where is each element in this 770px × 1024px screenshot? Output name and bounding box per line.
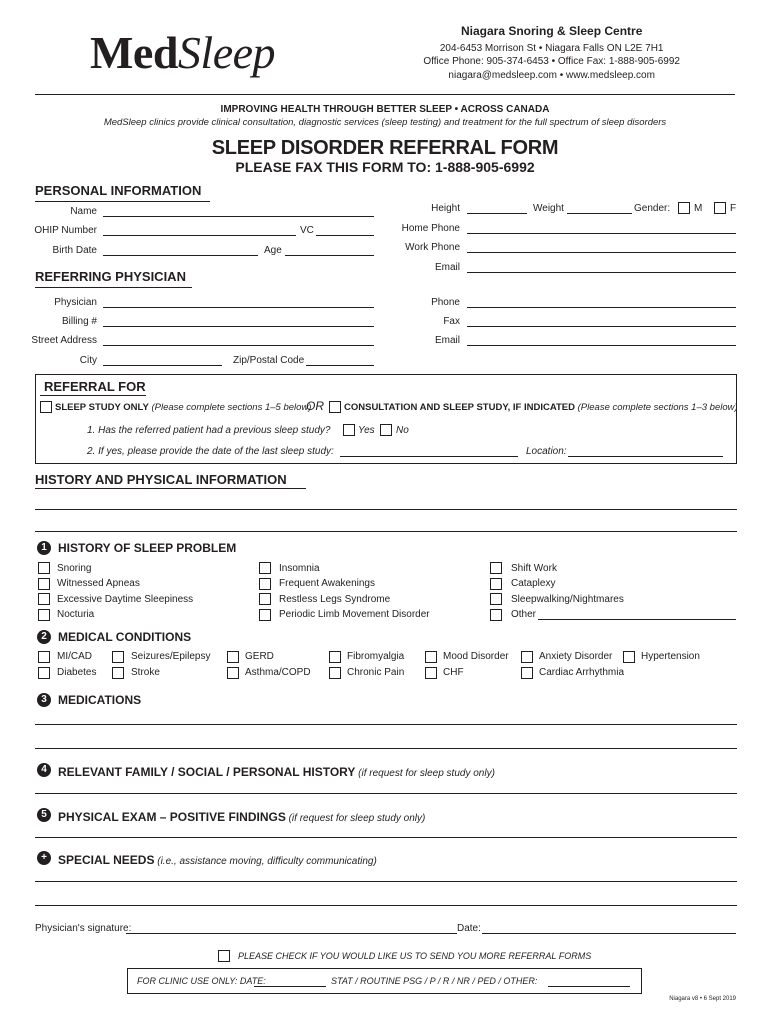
cardiac-arrhythmia-label: Cardiac Arrhythmia [539, 667, 625, 678]
other-label: Other [511, 609, 537, 620]
clinic-email-web: niagara@medsleep.com • www.medsleep.com [448, 69, 655, 81]
physician-fax-field[interactable] [467, 326, 736, 327]
more-forms-checkbox[interactable] [218, 950, 230, 962]
zip-label: Zip/Postal Code [233, 355, 305, 366]
last-study-date-field[interactable] [340, 456, 518, 457]
history-line-1[interactable] [35, 509, 737, 510]
signature-label: Physician's signature: [35, 923, 132, 934]
nocturia-label: Nocturia [57, 609, 95, 620]
sleep-study-only-label: SLEEP STUDY ONLY [55, 402, 149, 413]
sleep-problem-heading: HISTORY OF SLEEP PROBLEM [58, 541, 237, 555]
consultation-label: CONSULTATION AND SLEEP STUDY, IF INDICATED [344, 402, 575, 413]
signature-date-field[interactable] [482, 933, 736, 934]
fax-line: PLEASE FAX THIS FORM TO: 1-888-905-6992 [235, 159, 535, 175]
gender-m-label: M [694, 203, 703, 214]
witnessed-apneas-checkbox[interactable] [38, 578, 50, 590]
no-label: No [396, 425, 409, 436]
consultation-option [344, 402, 738, 413]
name-label: Name [70, 206, 97, 217]
medsleep-logo [90, 26, 275, 79]
mood-disorder-label: Mood Disorder [443, 651, 509, 662]
family-heading-row [58, 763, 495, 781]
witnessed-apneas-label: Witnessed Apneas [57, 578, 140, 589]
exam-heading-row [58, 808, 425, 826]
age-label: Age [264, 245, 282, 256]
snoring-label: Snoring [57, 563, 92, 574]
billing-field[interactable] [103, 326, 374, 327]
frequent-awakenings-checkbox[interactable] [259, 578, 271, 590]
shift-work-label: Shift Work [511, 563, 557, 574]
stroke-checkbox[interactable] [112, 667, 124, 679]
gender-f-checkbox[interactable] [714, 202, 726, 214]
special-line-1[interactable] [35, 881, 737, 882]
section-5-number: 5 [37, 808, 51, 822]
physician-phone-field[interactable] [467, 307, 736, 308]
personal-email-field[interactable] [467, 272, 736, 273]
consultation-note: (Please complete sections 1–3 below) [575, 402, 738, 413]
restless-legs-checkbox[interactable] [259, 593, 271, 605]
insomnia-checkbox[interactable] [259, 562, 271, 574]
other-checkbox[interactable] [490, 609, 502, 621]
periodic-limb-label: Periodic Limb Movement Disorder [279, 609, 430, 620]
seizures-label: Seizures/Epilepsy [131, 651, 211, 662]
special-heading-row [58, 851, 377, 869]
anxiety-disorder-label: Anxiety Disorder [539, 651, 613, 662]
shift-work-checkbox[interactable] [490, 562, 502, 574]
name-field[interactable] [103, 216, 374, 217]
exam-line[interactable] [35, 837, 737, 838]
home-phone-field[interactable] [467, 233, 736, 234]
logo-italic: Sleep [177, 27, 276, 78]
form-title: SLEEP DISORDER REFERRAL FORM [211, 137, 559, 159]
insomnia-label: Insomnia [279, 563, 320, 574]
physician-email-field[interactable] [467, 345, 736, 346]
exam-heading: PHYSICAL EXAM – POSITIVE FINDINGS [58, 810, 286, 824]
history-heading-underline [35, 488, 306, 489]
other-field[interactable] [538, 619, 736, 620]
clinic-phone-fax: Office Phone: 905-374-6453 • Office Fax: 1-888-905-6992 [423, 56, 680, 67]
snoring-checkbox[interactable] [38, 562, 50, 574]
ohip-label: OHIP Number [34, 225, 97, 236]
special-needs-icon: + [37, 851, 51, 865]
referral-heading: REFERRAL FOR [44, 379, 146, 394]
work-phone-label: Work Phone [405, 242, 460, 253]
or-label: OR [306, 399, 324, 413]
asthma-copd-label: Asthma/COPD [245, 667, 311, 678]
consultation-checkbox[interactable] [329, 401, 341, 413]
special-note: (i.e., assistance moving, difficulty communicating) [154, 856, 377, 867]
city-field[interactable] [103, 365, 222, 366]
question-2: 2. If yes, please provide the date of the last sleep study: [87, 446, 334, 457]
clinic-address: 204-6453 Morrison St • Niagara Falls ON L2E 7H1 [439, 42, 664, 54]
seizures-checkbox[interactable] [112, 651, 124, 663]
physician-fax-label: Fax [443, 316, 460, 327]
asthma-copd-checkbox[interactable] [227, 667, 239, 679]
sleep-study-only-note: (Please complete sections 1–5 below) [148, 402, 312, 413]
logo-bold: Med [90, 27, 178, 78]
signature-date-label: Date: [457, 923, 481, 934]
mi-cad-checkbox[interactable] [38, 651, 50, 663]
fibromyalgia-checkbox[interactable] [329, 651, 341, 663]
work-phone-field[interactable] [467, 252, 736, 253]
version-label: Niagara v8 • 6 Sept 2019 [669, 996, 736, 1002]
tagline: IMPROVING HEALTH THROUGH BETTER SLEEP • ACROSS CANADA [220, 104, 550, 115]
birth-date-label: Birth Date [52, 245, 97, 256]
gender-f-label: F [730, 203, 737, 214]
chf-checkbox[interactable] [425, 667, 437, 679]
mi-cad-label: MI/CAD [57, 651, 92, 662]
frequent-awakenings-label: Frequent Awakenings [279, 578, 375, 589]
section-3-number: 3 [37, 693, 51, 707]
medications-line-1[interactable] [35, 724, 737, 725]
medications-line-2[interactable] [35, 748, 737, 749]
fibromyalgia-label: Fibromyalgia [347, 651, 405, 662]
physician-phone-label: Phone [431, 297, 460, 308]
physician-field[interactable] [103, 307, 374, 308]
clinic-header [423, 25, 680, 82]
daytime-sleepiness-checkbox[interactable] [38, 593, 50, 605]
section-2-number: 2 [37, 630, 51, 644]
chronic-pain-checkbox[interactable] [329, 667, 341, 679]
home-phone-label: Home Phone [401, 223, 460, 234]
gender-m-checkbox[interactable] [678, 202, 690, 214]
location-label: Location: [526, 446, 567, 457]
gerd-checkbox[interactable] [227, 651, 239, 663]
history-heading: HISTORY AND PHYSICAL INFORMATION [35, 472, 287, 487]
yes-checkbox[interactable] [343, 424, 355, 436]
birth-date-field[interactable] [103, 255, 258, 256]
sleep-study-only-checkbox[interactable] [40, 401, 52, 413]
header-rule [35, 94, 735, 95]
clinic-use-options: STAT / ROUTINE PSG / P / R / NR / PED / OTHER: [331, 976, 538, 986]
street-label: Street Address [31, 335, 97, 346]
special-heading: SPECIAL NEEDS [58, 853, 155, 867]
stroke-label: Stroke [131, 667, 160, 678]
hypertension-checkbox[interactable] [623, 651, 635, 663]
physician-heading-underline [35, 287, 192, 288]
zip-field[interactable] [306, 365, 374, 366]
chf-label: CHF [443, 667, 464, 678]
height-field[interactable] [467, 213, 527, 214]
cardiac-arrhythmia-checkbox[interactable] [521, 667, 533, 679]
section-1-number: 1 [37, 541, 51, 555]
signature-field[interactable] [126, 933, 457, 934]
question-1: 1. Has the referred patient had a previous sleep study? [87, 425, 331, 436]
family-note: (if request for sleep study only) [355, 768, 495, 779]
weight-label: Weight [533, 203, 564, 214]
personal-email-label: Email [434, 262, 460, 273]
clinic-use-date-field[interactable] [254, 986, 326, 987]
restless-legs-label: Restless Legs Syndrome [279, 594, 391, 605]
physician-heading: REFERRING PHYSICIAN [35, 269, 186, 284]
more-forms-label: PLEASE CHECK IF YOU WOULD LIKE US TO SEND YOU MORE REFERRAL FORMS [238, 951, 592, 961]
physician-email-label: Email [434, 335, 460, 346]
clinic-name: Niagara Snoring & Sleep Centre [460, 24, 643, 38]
medical-heading: MEDICAL CONDITIONS [58, 630, 192, 644]
subtagline: MedSleep clinics provide clinical consultation, diagnostic services (sleep testing) and treatment for the full spectrum of sleep disorders [103, 117, 667, 128]
city-label: City [79, 355, 97, 366]
gender-label: Gender: [634, 203, 671, 214]
special-line-2[interactable] [35, 905, 737, 906]
yes-label: Yes [358, 425, 375, 436]
daytime-sleepiness-label: Excessive Daytime Sleepiness [57, 594, 194, 605]
clinic-use-prefix: FOR CLINIC USE ONLY: DATE: [137, 976, 266, 986]
sleep-study-only-option [55, 402, 311, 413]
sleepwalking-checkbox[interactable] [490, 593, 502, 605]
location-field[interactable] [568, 456, 723, 457]
gerd-label: GERD [245, 651, 274, 662]
periodic-limb-checkbox[interactable] [259, 609, 271, 621]
no-checkbox[interactable] [380, 424, 392, 436]
ohip-field[interactable] [103, 235, 296, 236]
hypertension-label: Hypertension [641, 651, 700, 662]
chronic-pain-label: Chronic Pain [347, 667, 405, 678]
nocturia-checkbox[interactable] [38, 609, 50, 621]
family-heading: RELEVANT FAMILY / SOCIAL / PERSONAL HISTORY [58, 765, 356, 779]
exam-note: (if request for sleep study only) [285, 813, 426, 824]
mood-disorder-checkbox[interactable] [425, 651, 437, 663]
cataplexy-checkbox[interactable] [490, 578, 502, 590]
history-line-2[interactable] [35, 531, 737, 532]
referral-heading-underline [40, 395, 146, 396]
billing-label: Billing # [61, 316, 97, 327]
diabetes-label: Diabetes [57, 667, 97, 678]
cataplexy-label: Cataplexy [511, 578, 556, 589]
personal-heading: PERSONAL INFORMATION [35, 183, 202, 198]
diabetes-checkbox[interactable] [38, 667, 50, 679]
physician-label: Physician [54, 297, 97, 308]
family-line[interactable] [35, 793, 737, 794]
weight-field[interactable] [567, 213, 632, 214]
vc-field[interactable] [316, 235, 374, 236]
street-field[interactable] [103, 345, 374, 346]
section-4-number: 4 [37, 763, 51, 777]
sleepwalking-label: Sleepwalking/Nightmares [511, 594, 624, 605]
age-field[interactable] [285, 255, 374, 256]
medications-heading: MEDICATIONS [58, 693, 142, 707]
height-label: Height [431, 203, 460, 214]
vc-label: VC [300, 225, 314, 236]
anxiety-disorder-checkbox[interactable] [521, 651, 533, 663]
personal-heading-underline [35, 201, 210, 202]
clinic-use-other-field[interactable] [548, 986, 630, 987]
